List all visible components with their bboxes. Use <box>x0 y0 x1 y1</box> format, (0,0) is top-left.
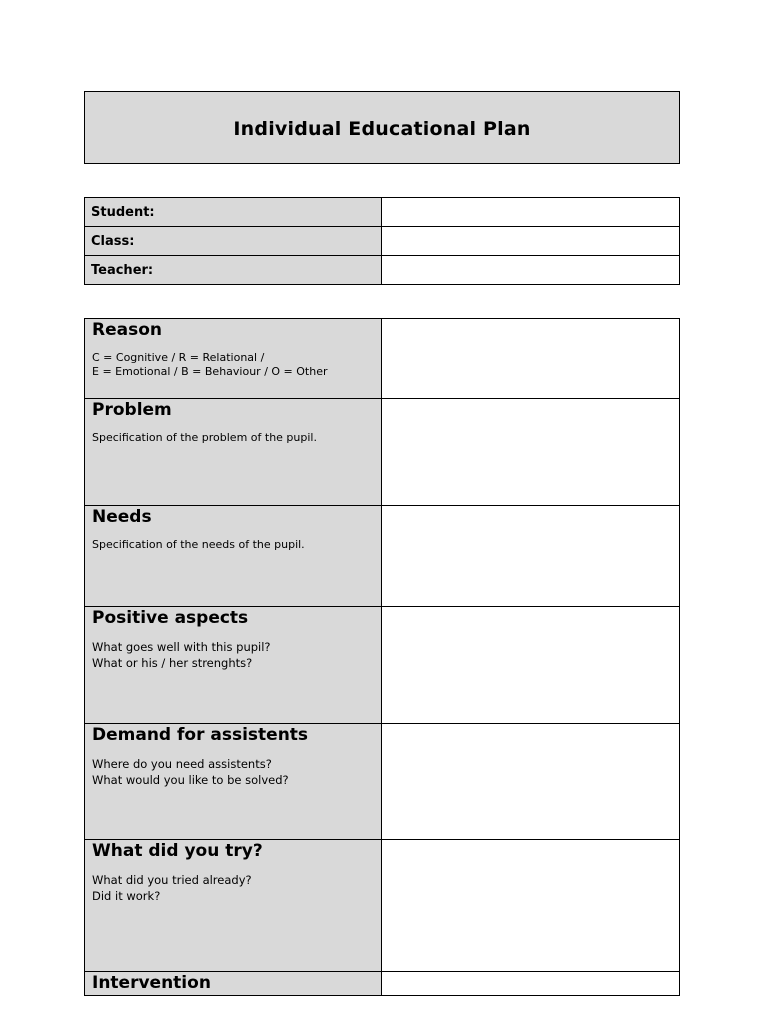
section-needs-description: Specification of the needs of the pupil. <box>92 538 305 551</box>
section-intervention-title: Intervention <box>92 973 211 993</box>
section-positive-aspects-title: Positive aspects <box>92 608 249 628</box>
section-demand-title: Demand for assistents <box>92 725 309 745</box>
teacher-row <box>85 256 680 285</box>
section-needs-label-cell <box>85 506 382 607</box>
class-row <box>85 227 680 256</box>
teacher-field[interactable] <box>382 256 680 285</box>
section-intervention-row <box>85 972 680 996</box>
student-info-table <box>84 197 680 285</box>
section-intervention-label-cell <box>85 972 382 996</box>
section-positive-aspects-field[interactable] <box>382 607 680 724</box>
section-intervention-field[interactable] <box>382 972 680 996</box>
section-reason-row <box>85 319 680 399</box>
section-demand-row <box>85 724 680 840</box>
section-positive-aspects-label-cell <box>85 607 382 724</box>
section-tried-description: What did you tried already? Did it work? <box>92 873 252 903</box>
class-field[interactable] <box>382 227 680 256</box>
section-problem-row <box>85 399 680 506</box>
plan-sections-table <box>84 318 680 996</box>
section-tried-field[interactable] <box>382 840 680 972</box>
section-needs-row <box>85 506 680 607</box>
section-problem-description: Specification of the problem of the pupil. <box>92 431 317 444</box>
document-title: Individual Educational Plan <box>233 117 531 140</box>
section-positive-aspects-row <box>85 607 680 724</box>
section-tried-title: What did you try? <box>92 841 263 861</box>
section-tried-row <box>85 840 680 972</box>
section-problem-title: Problem <box>92 400 172 420</box>
section-positive-aspects-description: What goes well with this pupil? What or his / her strenghts? <box>92 640 271 670</box>
document-title-box <box>84 91 680 164</box>
section-needs-title: Needs <box>92 507 152 527</box>
student-label: Student: <box>85 198 382 227</box>
section-reason-field[interactable] <box>382 319 680 399</box>
section-reason-label-cell <box>85 319 382 399</box>
section-reason-description: C = Cognitive / R = Relational / E = Emotional / B = Behaviour / O = Other <box>92 351 328 378</box>
section-demand-description: Where do you need assistents? What would you like to be solved? <box>92 757 289 787</box>
student-row <box>85 198 680 227</box>
section-demand-label-cell <box>85 724 382 840</box>
section-needs-field[interactable] <box>382 506 680 607</box>
teacher-label: Teacher: <box>85 256 382 285</box>
section-reason-title: Reason <box>92 320 162 340</box>
section-problem-label-cell <box>85 399 382 506</box>
student-field[interactable] <box>382 198 680 227</box>
class-label: Class: <box>85 227 382 256</box>
section-demand-field[interactable] <box>382 724 680 840</box>
section-tried-label-cell <box>85 840 382 972</box>
section-problem-field[interactable] <box>382 399 680 506</box>
